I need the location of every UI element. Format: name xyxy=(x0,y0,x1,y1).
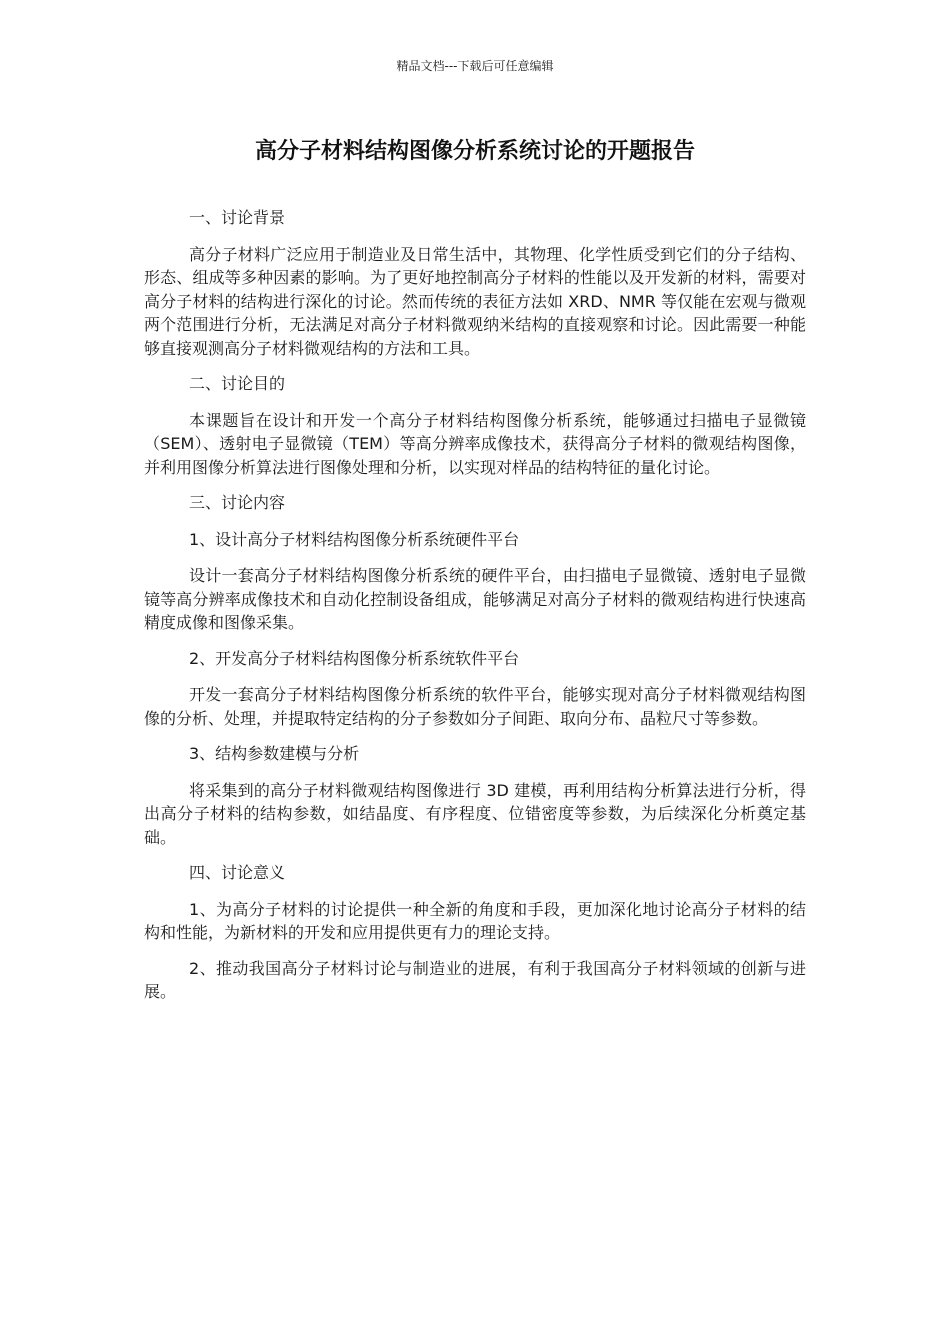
section-heading-purpose: 二、讨论目的 xyxy=(189,374,286,393)
paragraph-software-platform: 开发一套高分子材料结构图像分析系统的软件平台，能够实现对高分子材料微观结构图像的分析、处理，并提取特定结构的分子参数如分子间距、取向分布、晶粒尺寸等参数。 xyxy=(144,685,806,728)
document-body xyxy=(144,206,806,1016)
section-heading-content: 三、讨论内容 xyxy=(189,493,286,512)
subheading-hardware-platform: 1、设计高分子材料结构图像分析系统硬件平台 xyxy=(189,529,520,549)
paragraph-significance-1: 1、为高分子材料的讨论提供一种全新的角度和手段，更加深化地讨论高分子材料的结构和性能，为新材料的开发和应用提供更有力的理论支持。 xyxy=(144,899,806,942)
subheading-modeling-analysis: 3、结构参数建模与分析 xyxy=(189,744,360,763)
paragraph-purpose: 本课题旨在设计和开发一个高分子材料结构图像分析系统，能够通过扫描电子显微镜（SEM）、透射电子显微镜（TEM）等高分辨率成像技术，获得高分子材料的微观结构图像，并利用图像分析算法进行图像处理和分析，以实现对样品的结构特征的量化讨论。 xyxy=(144,410,806,477)
page-header-note: 精品文档---下载后可任意编辑 xyxy=(396,59,554,73)
paragraph-hardware-platform: 设计一套高分子材料结构图像分析系统的硬件平台，由扫描电子显微镜、透射电子显微镜等高分辨率成像技术和自动化控制设备组成，能够满足对高分子材料的微观结构进行快速高精度成像和图像采集。 xyxy=(144,566,806,632)
section-heading-significance: 四、讨论意义 xyxy=(189,863,286,882)
document-title: 高分子材料结构图像分析系统讨论的开题报告 xyxy=(254,139,695,164)
paragraph-background: 高分子材料广泛应用于制造业及日常生活中，其物理、化学性质受到它们的分子结构、形态、组成等多种因素的影响。为了更好地控制高分子材料的性能以及开发新的材料，需要对高分子材料的结构进行深化的讨论。然而传统的表征方法如 XRD、NMR 等仅能在宏观与微观两个范围进行分析，无法满足对高分子材料微观纳米结构的直接观察和讨论。因此需要一种能够直接观测高分子材料微观结构的方法和工具。 xyxy=(144,244,806,358)
section-heading-background: 一、讨论背景 xyxy=(189,208,286,227)
subheading-software-platform: 2、开发高分子材料结构图像分析系统软件平台 xyxy=(189,648,520,668)
paragraph-significance-2: 2、推动我国高分子材料讨论与制造业的进展，有利于我国高分子材料领域的创新与进展。 xyxy=(144,958,806,1001)
paragraph-modeling-analysis: 将采集到的高分子材料微观结构图像进行 3D 建模，再利用结构分析算法进行分析，得出高分子材料的结构参数，如结晶度、有序程度、位错密度等参数，为后续深化分析奠定基础。 xyxy=(144,780,806,847)
